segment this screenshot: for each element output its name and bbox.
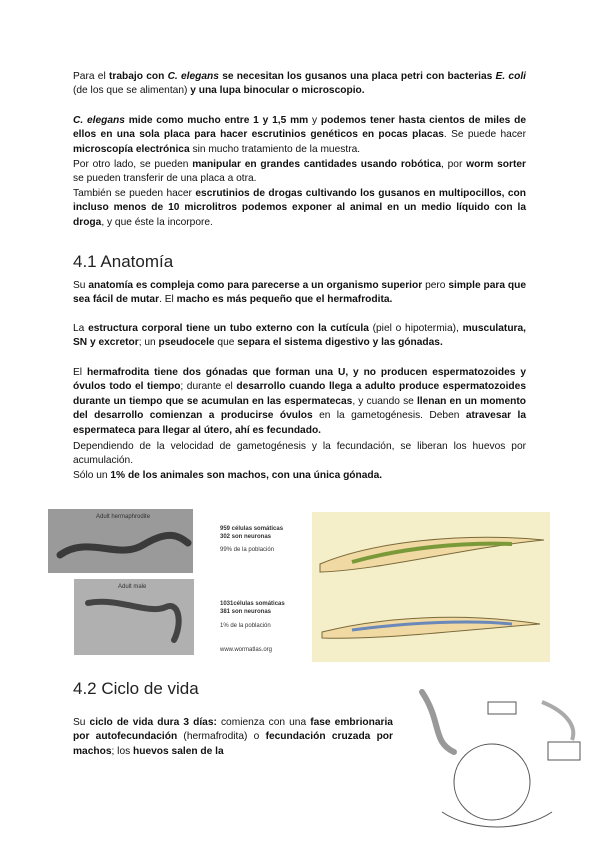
top-pct: 99% de la población <box>220 547 275 553</box>
adult-worms-figure <box>48 505 294 655</box>
bottom-title: Adult male <box>118 584 147 590</box>
anatomy-drawing-svg <box>312 512 550 662</box>
text: worm sorter <box>466 159 526 170</box>
figure-credit: www.wormatlas.org <box>220 647 273 653</box>
top-title: Adult hermaphrodite <box>96 514 151 520</box>
text: llenan en un momento del desarrollo comienzan a producirse óvulos <box>73 395 526 422</box>
text: podemos tener hasta cientos de miles de ellos en una sola placa para hacer escrutinios genéticos en pocas placas <box>73 115 526 141</box>
text: musculatura, SN y excretor <box>73 323 527 349</box>
text: ; un <box>138 337 159 349</box>
text: huevos salen de la <box>133 745 224 757</box>
males-paragraph <box>73 469 526 483</box>
text: fecundación cruzada por machos <box>73 731 393 757</box>
text: microscopía electrónica <box>73 143 190 155</box>
text: Su <box>73 717 90 728</box>
text: (piel o hipotermia), <box>368 323 463 334</box>
text: Sólo un <box>73 470 111 481</box>
text: (de los que se alimentan) <box>73 85 191 97</box>
text: macho es más pequeño que el hermafrodita. <box>176 294 393 306</box>
robotics-paragraph <box>73 158 526 187</box>
intro-paragraph <box>73 70 526 99</box>
text: trabajo con <box>108 71 168 82</box>
text: pero <box>422 280 449 291</box>
stage-box-2 <box>548 742 580 760</box>
text: simple para que sea fácil de mutar <box>73 280 526 306</box>
text: separa el sistema digestivo y las gónadas. <box>237 337 443 349</box>
life-cycle-svg <box>402 682 592 848</box>
text: La <box>73 323 89 334</box>
male-body <box>322 617 540 638</box>
text: hermafrodita tiene dos gónadas que forman una U, y no producen espermatozoides y óvulos todo el tiempo <box>73 367 526 393</box>
gametogenesis-paragraph: Dependiendo de la velocidad de gametogénesis y la fecundación, se liberan los huevos por acumulación. <box>73 441 526 467</box>
section-heading-life-cycle: 4.2 Ciclo de vida <box>73 679 199 698</box>
text: , y que éste la incorpore. <box>101 216 213 228</box>
text: en la gametogénesis. Deben <box>312 410 466 422</box>
body-structure-paragraph <box>73 322 526 351</box>
life-cycle-paragraph <box>73 716 393 759</box>
bottom-pct: 1% de la población <box>220 623 271 629</box>
text: ; los <box>111 745 134 757</box>
text: atravesar la espermateca para llegar al útero, ahí es fecundado. <box>73 410 527 436</box>
text: , y cuando se <box>352 395 417 407</box>
text: estructura corporal tiene un tubo externo con la cutícula <box>88 323 369 334</box>
text: ciclo de vida dura 3 días: <box>89 717 217 728</box>
text: Su <box>73 280 89 291</box>
text: fase embrionaria por autofecundación <box>73 717 393 743</box>
text: Por otro lado, se pueden <box>73 159 193 170</box>
text: desarrollo cuando llega a adulto produce espermatozoides durante un tiempo que se acumulan en las espermatecas <box>73 381 526 407</box>
adult-worm <box>422 692 454 752</box>
text: 1% de los animales son machos, con una única gónada. <box>110 470 383 481</box>
drugs-paragraph <box>73 187 526 230</box>
text: se necesitan los gusanos una placa petri con bacterias <box>218 71 496 82</box>
text: C. elegans <box>167 71 219 82</box>
text: que <box>214 337 238 349</box>
text: E. coli <box>495 71 526 82</box>
text: , por <box>441 159 467 170</box>
text: También se pueden hacer <box>73 188 196 199</box>
text: Para el <box>73 71 109 82</box>
larva-worm <box>542 702 573 740</box>
text: y una lupa binocular o microscopio. <box>190 85 365 97</box>
text: sin mucho tratamiento de la muestra. <box>189 143 361 155</box>
text: comienza con una <box>216 717 311 728</box>
text: anatomía es compleja como para parecerse a un organismo superior <box>88 280 423 291</box>
stage-box-1 <box>488 702 516 714</box>
text: El <box>73 367 87 378</box>
anatomy-drawing <box>312 512 550 662</box>
text: . El <box>159 294 177 306</box>
text: C. elegans <box>73 115 125 126</box>
text: (hermafrodita) o <box>177 731 266 743</box>
section-heading-anatomy: 4.1 Anatomía <box>73 252 174 271</box>
top-stat-cells: 959 células somáticas <box>220 526 284 532</box>
life-cycle-diagram <box>402 682 592 848</box>
text: ; durante el <box>180 381 237 393</box>
top-stat-neurons: 302 son neuronas <box>220 534 272 540</box>
text: manipular en grandes cantidades usando robótica <box>192 159 442 170</box>
anatomy-paragraph <box>73 279 526 308</box>
text: . Se puede hacer <box>443 129 526 141</box>
text: escrutinios de drogas cultivando los gusanos en multipocillos, con incluso menos de 10 microlitros podemos exponer al animal en un medio líquido con la droga <box>73 188 526 228</box>
adult-worms-svg <box>48 505 294 655</box>
bottom-stat-cells: 1031células somáticas <box>220 601 285 607</box>
text: mide como mucho entre 1 y 1,5 mm <box>124 115 309 126</box>
hermaphrodite-paragraph <box>73 366 526 438</box>
text: y <box>308 115 321 126</box>
text: pseudocele <box>158 337 215 349</box>
text: se pueden transferir de una placa a otra. <box>73 173 257 185</box>
cycle-circle <box>454 744 530 820</box>
size-paragraph <box>73 114 526 157</box>
bottom-stat-neurons: 381 son neuronas <box>220 609 272 615</box>
